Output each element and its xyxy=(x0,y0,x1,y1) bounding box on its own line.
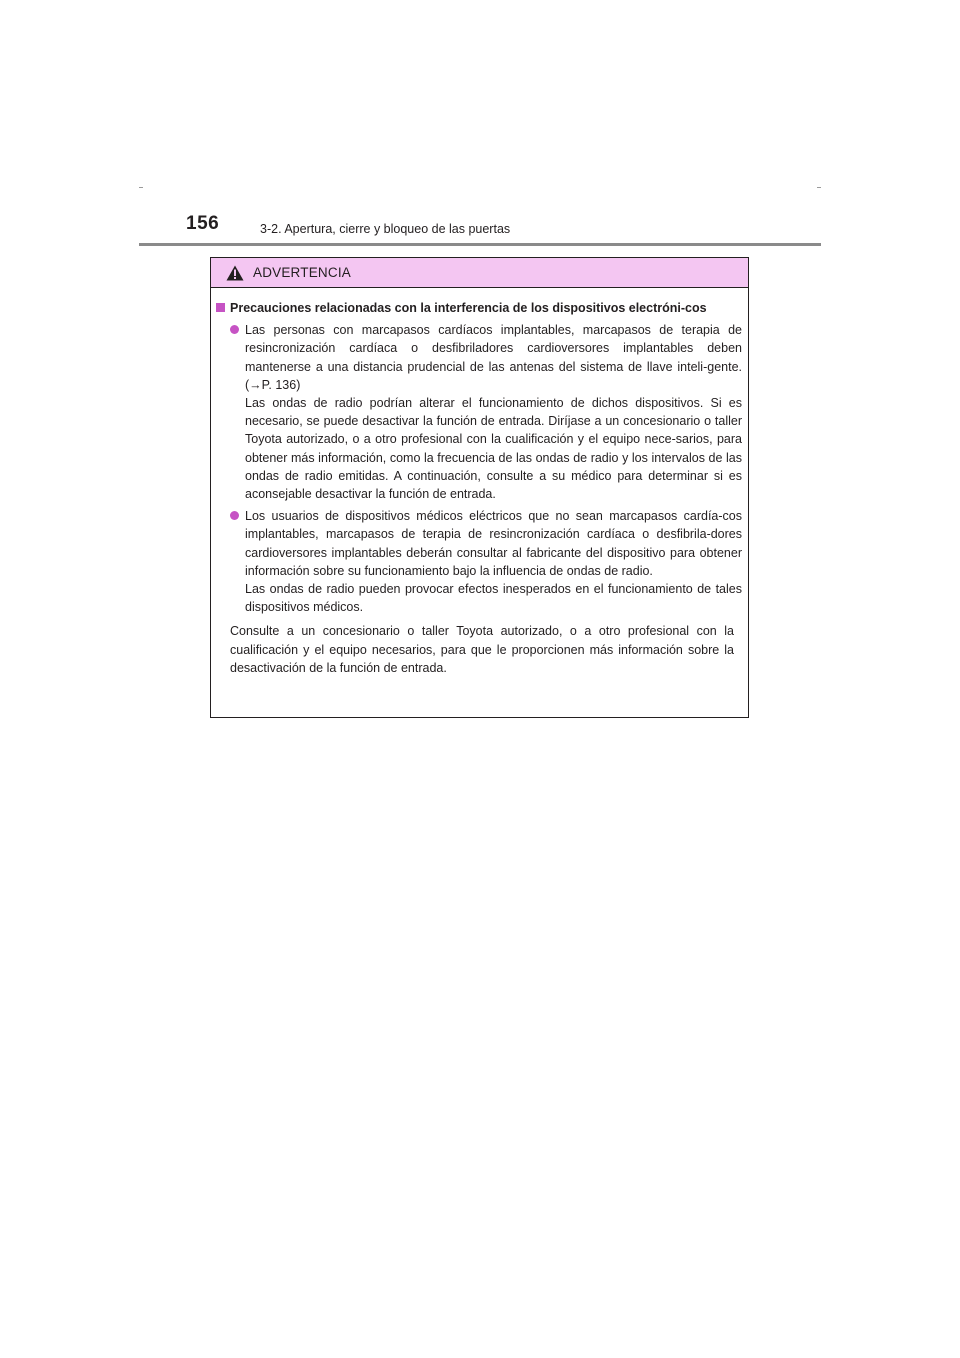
paragraph: Las ondas de radio podrían alterar el funcionamiento de dichos dispositivos. Si es necesario, se puede desactivar la función de entrada. Diríjase a un concesionario o taller Toyota autorizado, o a otro profesional con la cualificación y el equipo nece-sarios, para obtener más información, como la frecuencia de las ondas de radio y los intervalos de las ondas de radio emitidas. A continuación, consulte a su médico para determinar si es aconsejable desactivar la función de entrada. xyxy=(245,396,742,502)
round-bullet-icon xyxy=(230,511,239,520)
warning-topic-text: Precauciones relacionadas con la interferencia de los dispositivos electróni-cos xyxy=(230,301,707,315)
section-title: 3-2. Apertura, cierre y bloqueo de las puertas xyxy=(260,222,511,236)
warning-body xyxy=(211,288,748,677)
crop-mark-left xyxy=(139,187,143,188)
page-number: 156 xyxy=(186,213,220,234)
warning-title: ADVERTENCIA xyxy=(253,265,351,280)
square-bullet-icon xyxy=(216,303,225,312)
paragraph: Los usuarios de dispositivos médicos eléctricos que no sean marcapasos cardía-cos implantables, marcapasos de terapia de resincronización cardíaca o desfibrila-dores cardioversores implantables deberán consultar al fabricante del dispositivo para obtener información sobre su funcionamiento bajo la influencia de ondas de radio. xyxy=(245,509,742,578)
warning-topic xyxy=(216,299,742,317)
crop-mark-right xyxy=(817,187,821,188)
paragraph: Las ondas de radio pueden provocar efectos inesperados en el funcionamiento de tales dispositivos médicos. xyxy=(245,582,742,615)
warning-box xyxy=(210,257,749,718)
closing-paragraph: Consulte a un concesionario o taller Toyota autorizado, o a otro profesional con la cualificación y el equipo necesarios, para que le proporcionen más información sobre la desactivación de la función de entrada. xyxy=(230,624,734,675)
header-rule xyxy=(139,243,821,246)
list-item xyxy=(230,507,742,616)
list-item xyxy=(230,321,742,503)
warning-header xyxy=(211,258,748,288)
list-item-text xyxy=(245,321,742,503)
round-bullet-icon xyxy=(230,325,239,334)
list-item-text xyxy=(245,507,742,616)
warning-triangle-icon xyxy=(226,265,244,281)
paragraph: Las personas con marcapasos cardíacos implantables, marcapasos de terapia de resincronización cardíaca o desfibriladores cardioversores implantables deben mantenerse a una distancia prudencial de las antenas del sistema de llave inteli-gente. (→P. 136) xyxy=(245,323,742,392)
